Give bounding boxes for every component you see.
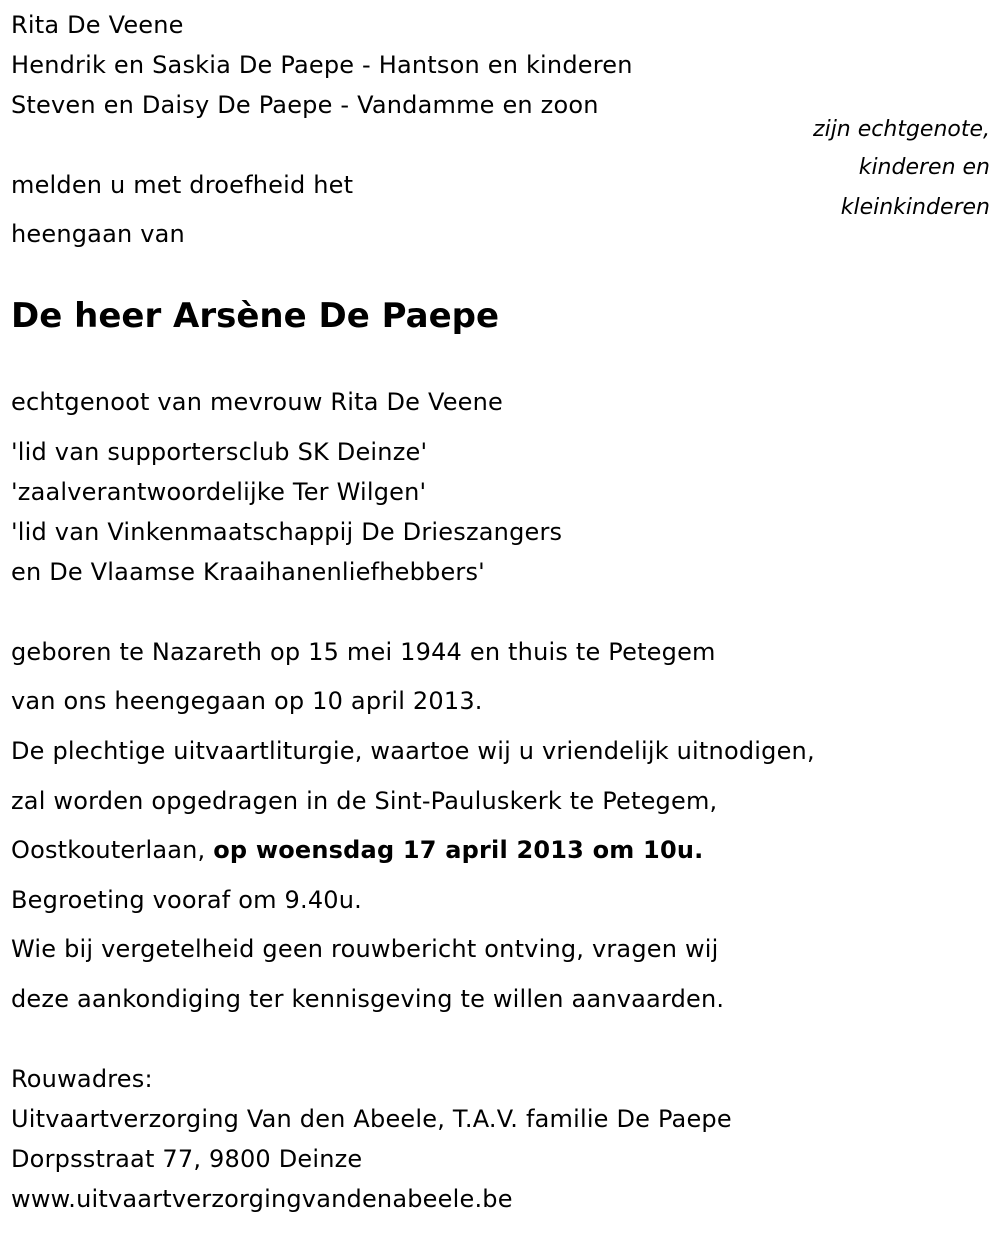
birth-line: geboren te Nazareth op 15 mei 1944 en thuis te Petegem bbox=[11, 638, 716, 666]
relation-line: kinderen en bbox=[858, 155, 990, 180]
street-text: Oostkouterlaan, bbox=[11, 836, 214, 864]
intro-line: heengaan van bbox=[11, 220, 185, 248]
family-member-line: Steven en Daisy De Paepe - Vandamme en zoon bbox=[11, 91, 599, 119]
death-line: van ons heengegaan op 10 april 2013. bbox=[11, 687, 483, 715]
membership-line: 'lid van supportersclub SK Deinze' bbox=[11, 438, 428, 466]
relation-line: zijn echtgenote, bbox=[813, 117, 990, 142]
church-line: zal worden opgedragen in de Sint-Pauluskerk te Petegem, bbox=[11, 787, 718, 815]
family-member-line: Rita De Veene bbox=[11, 11, 184, 39]
spouse-line: echtgenoot van mevrouw Rita De Veene bbox=[11, 388, 504, 416]
service-date-time: op woensdag 17 april 2013 om 10u. bbox=[213, 836, 704, 864]
address-label: Rouwadres: bbox=[11, 1065, 153, 1093]
membership-line: 'lid van Vinkenmaatschappij De Drieszangers bbox=[11, 518, 563, 546]
greeting-line: Begroeting vooraf om 9.40u. bbox=[11, 886, 362, 914]
address-website: www.uitvaartverzorgingvandenabeele.be bbox=[11, 1185, 513, 1213]
deceased-name: De heer Arsène De Paepe bbox=[11, 296, 500, 336]
relation-line: kleinkinderen bbox=[840, 195, 990, 220]
membership-line: 'zaalverantwoordelijke Ter Wilgen' bbox=[11, 478, 427, 506]
membership-line: en De Vlaamse Kraaihanenliefhebbers' bbox=[11, 558, 485, 586]
family-member-line: Hendrik en Saskia De Paepe - Hantson en kinderen bbox=[11, 51, 633, 79]
notice-line: deze aankondiging ter kennisgeving te willen aanvaarden. bbox=[11, 985, 725, 1013]
address-company: Uitvaartverzorging Van den Abeele, T.A.V. familie De Paepe bbox=[11, 1105, 732, 1133]
notice-line: Wie bij vergetelheid geen rouwbericht ontving, vragen wij bbox=[11, 935, 719, 963]
service-line bbox=[11, 835, 703, 865]
liturgy-line: De plechtige uitvaartliturgie, waartoe wij u vriendelijk uitnodigen, bbox=[11, 737, 815, 765]
address-street: Dorpsstraat 77, 9800 Deinze bbox=[11, 1145, 363, 1173]
intro-line: melden u met droefheid het bbox=[11, 171, 354, 199]
